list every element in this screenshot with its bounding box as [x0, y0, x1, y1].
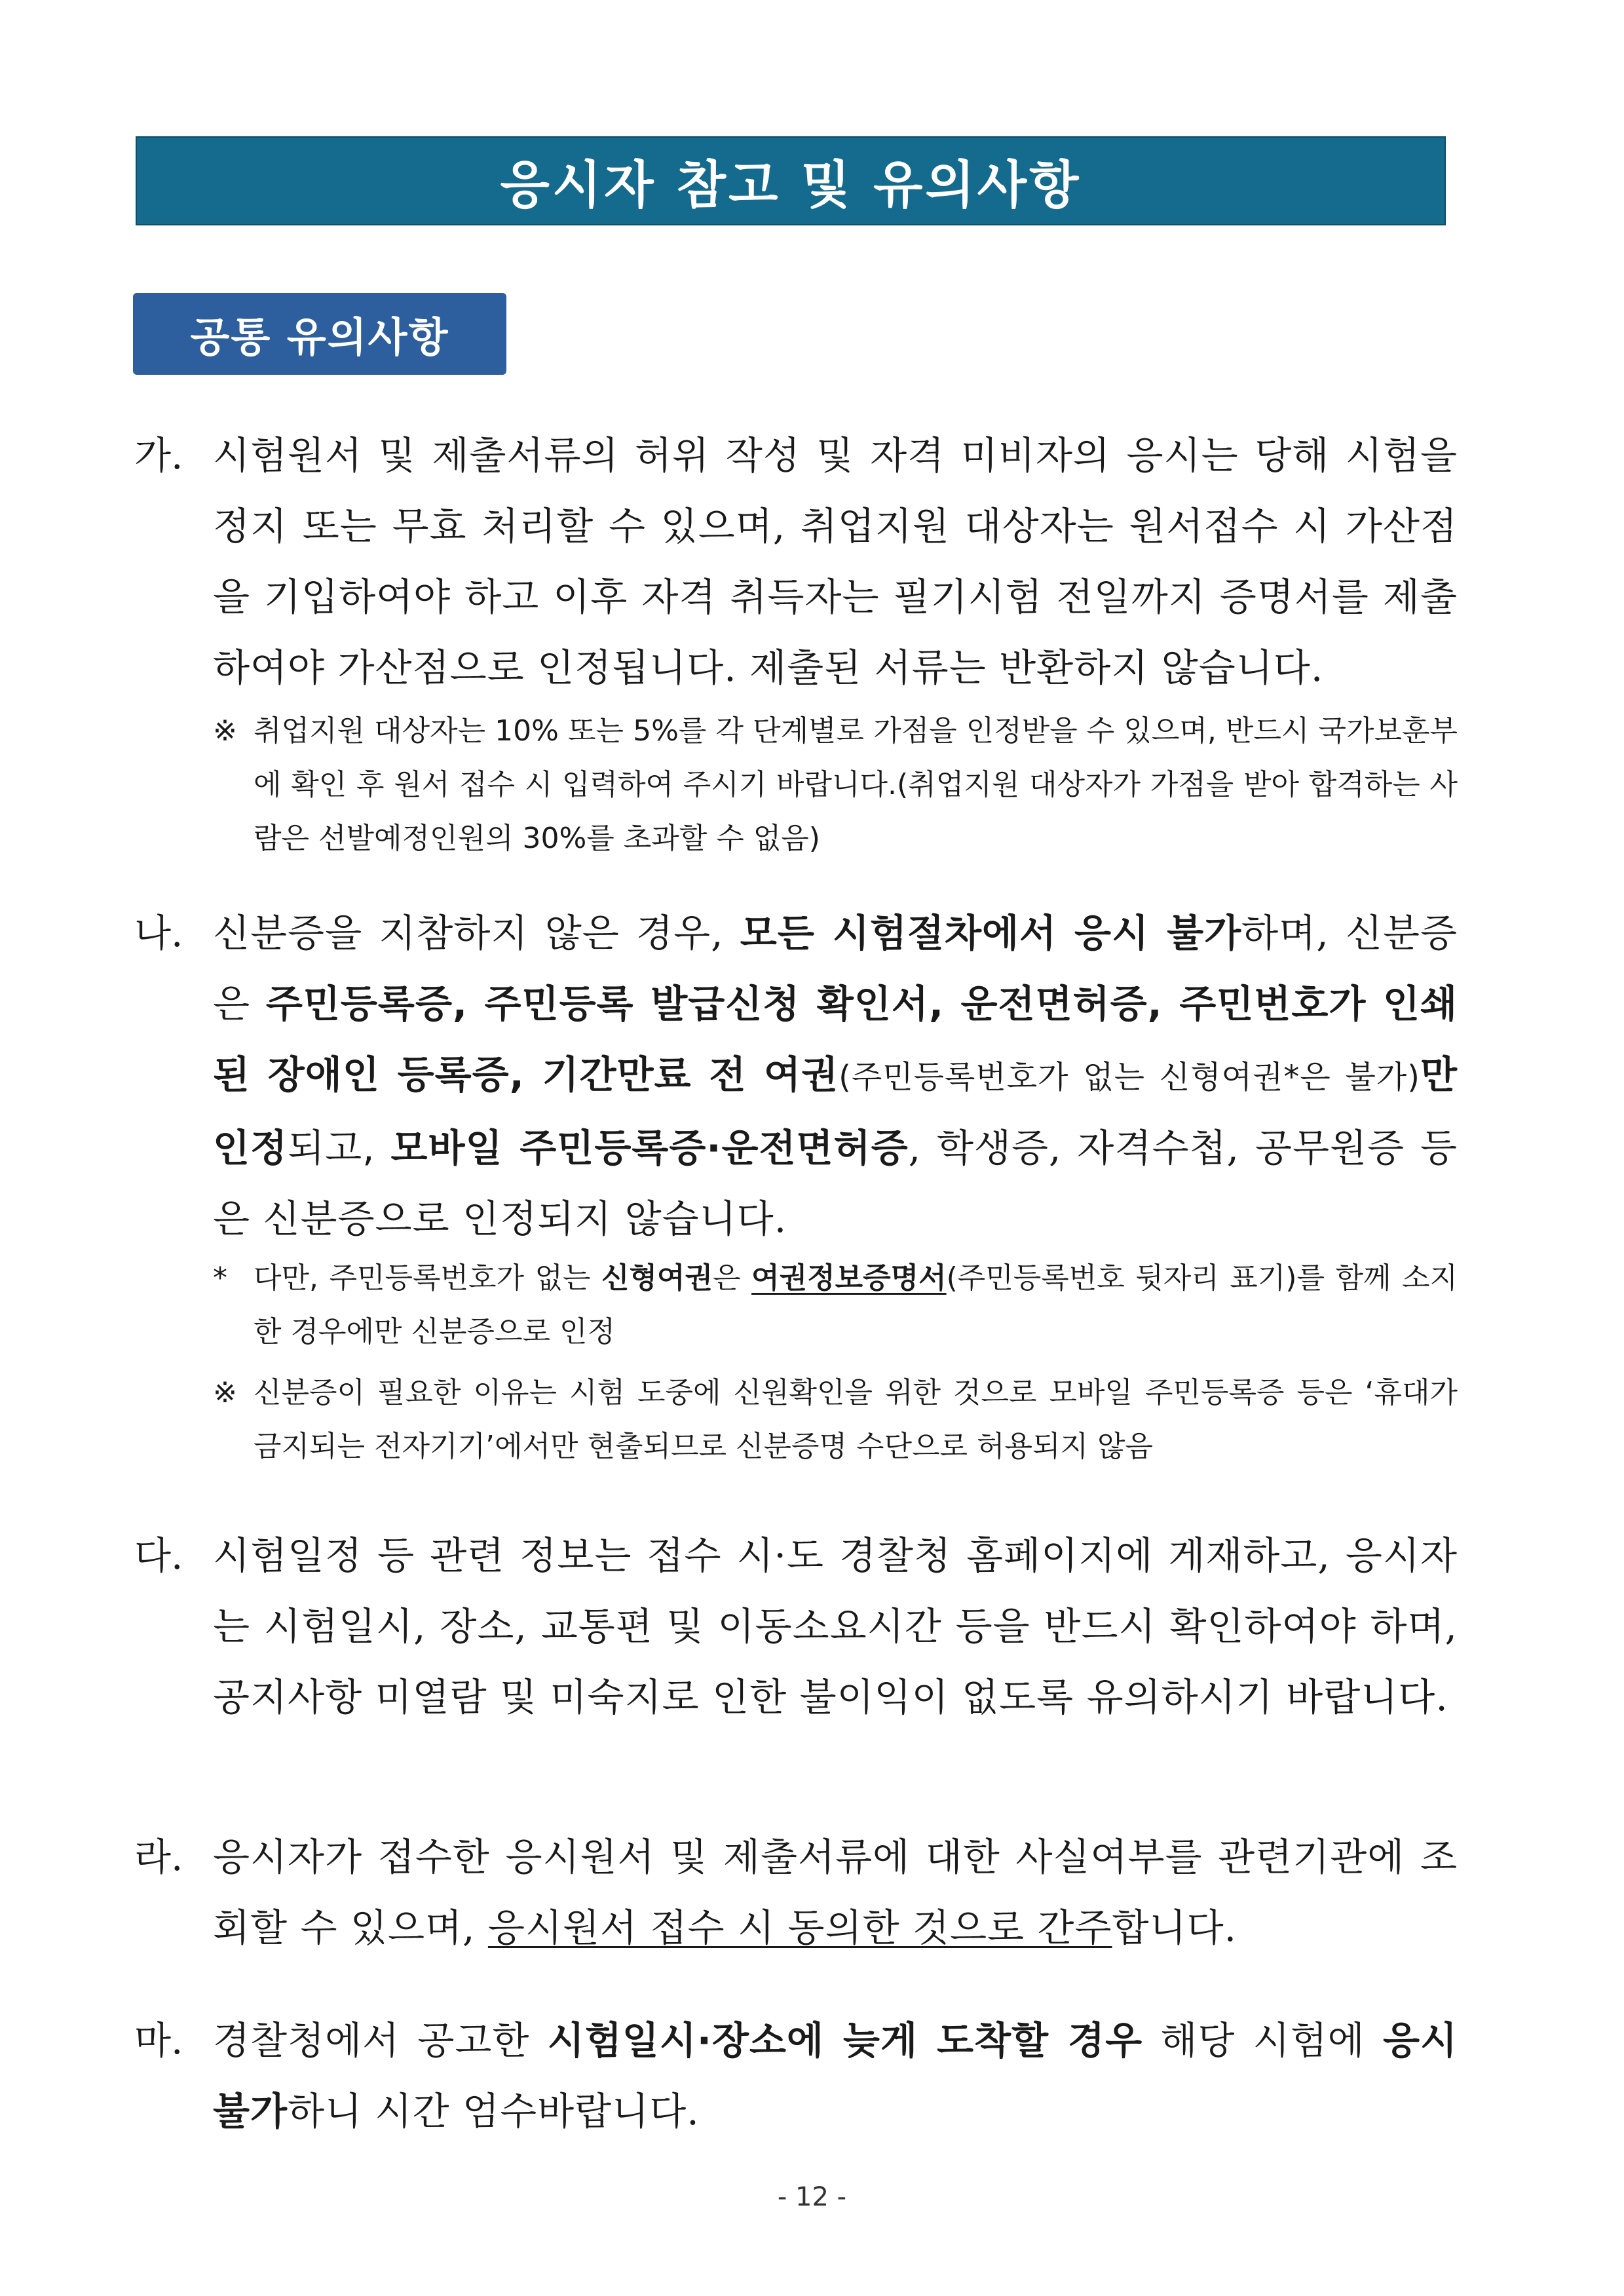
- notice-item-ga: [134, 420, 1458, 703]
- text-segment: 하니 시간 엄수바랍니다.: [288, 2089, 700, 2133]
- item-text: 시험원서 및 제출서류의 허위 작성 및 자격 미비자의 응시는 당해 시험을 정지 또는 무효 처리할 수 있으며, 취업지원 대상자는 원서접수 시 가산점을 기입하여야 하고 이후 자격 취득자는 필기시험 전일까지 증명서를 제출하여야 가산점으로 인정됩니다. 제출된 서류는 반환하지 않습니다.: [213, 433, 1458, 690]
- note-text: 취업지원 대상자는 10% 또는 5%를 각 단계별로 가점을 인정받을 수 있으며, 반드시 국가보훈부에 확인 후 원서 접수 시 입력하여 주시기 바랍니다.(취업지원 대상자가 가점을 받아 합격하는 사람은 선발예정인원의 30%를 초과할 수 없음): [254, 714, 1458, 855]
- item-marker: 라.: [134, 1835, 183, 1879]
- text-segment: 응시자가 접수한 응시원서 및 제출서류에 대한 사실여부를 관련기관에 조회할 수 있으며,: [213, 1835, 1458, 1950]
- item-marker: 나.: [134, 911, 183, 955]
- emphasis-segment: 만 인정: [213, 1052, 1458, 1170]
- note-marker: *: [213, 1261, 227, 1295]
- text-segment: (주민등록번호가 없는 신형여권*은 불가): [839, 1059, 1420, 1096]
- item-text: 시험일정 등 관련 정보는 접수 시·도 경찰청 홈페이지에 게재하고, 응시자는 시험일시, 장소, 교통편 및 이동소요시간 등을 반드시 확인하여야 하며, 공지사항 미열람 및 미숙지로 인한 불이익이 없도록 유의하시기 바랍니다.: [213, 1533, 1458, 1719]
- note-na-1: [213, 1252, 1458, 1359]
- note-na-2: [213, 1366, 1458, 1474]
- text-segment: , 학생증, 자격수첩, 공무원증 등은 신분증으로 인정되지 않습니다.: [213, 1126, 1458, 1241]
- emphasis-segment: 시험일시·장소에 늦게 도착할 경우: [547, 2018, 1143, 2063]
- note-ga: [213, 704, 1458, 866]
- text-segment: 경찰청에서 공고한: [213, 2018, 548, 2063]
- emphasis-segment: 응시 불가: [213, 2018, 1458, 2133]
- text-segment: 하며, 신분증은: [213, 911, 1458, 1026]
- section-label: 공통 유의사항: [190, 313, 449, 361]
- notice-item-da: [134, 1520, 1458, 1732]
- emphasis-segment: 주민등록증, 주민등록 발급신청 확인서, 운전면허증, 주민번호가 인쇄된 장애인 등록증, 기간만료 전 여권: [213, 982, 1458, 1097]
- item-marker: 마.: [134, 2018, 183, 2063]
- notice-item-na: [134, 898, 1458, 1254]
- note-marker: ※: [213, 1376, 237, 1409]
- text-segment: (주민등록번호 뒷자리 표기)를 함께 소지한 경우에만 신분증으로 인정: [254, 1261, 1458, 1349]
- text-segment: 합니다.: [1112, 1905, 1237, 1950]
- note-text: [254, 1252, 1458, 1359]
- page-number: - 12 -: [777, 2182, 847, 2212]
- text-segment: 해당 시험에: [1142, 2018, 1383, 2063]
- item-marker: 가.: [134, 433, 183, 478]
- item-text: [213, 1822, 1458, 1963]
- notice-item-ra: [134, 1822, 1458, 1963]
- note-text: 신분증이 필요한 이유는 시험 도중에 신원확인을 위한 것으로 모바일 주민등록증 등은 ‘휴대가 금지되는 전자기기’에서만 현출되므로 신분증명 수단으로 허용되지 않음: [254, 1376, 1458, 1463]
- underlined-emphasis: 여권정보증명서: [751, 1261, 947, 1295]
- item-marker: 다.: [134, 1533, 183, 1578]
- emphasis-segment: 모든 시험절차에서 응시 불가: [740, 911, 1242, 955]
- text-segment: 다만, 주민등록번호가 없는: [254, 1261, 602, 1295]
- underlined-segment: 응시원서 접수 시 동의한 것으로 간주: [487, 1905, 1112, 1950]
- page-title: 응시자 참고 및 유의사항: [500, 156, 1082, 215]
- item-text: [213, 2005, 1458, 2147]
- note-marker: ※: [213, 714, 237, 748]
- text-segment: 은: [713, 1261, 752, 1295]
- text-segment: 되고,: [288, 1126, 391, 1170]
- section-badge: [133, 293, 506, 375]
- emphasis-segment: 모바일 주민등록증·운전면허증: [390, 1126, 909, 1170]
- page-title-banner: [136, 136, 1446, 225]
- emphasis-segment: 신형여권: [601, 1261, 713, 1295]
- text-segment: 신분증을 지참하지 않은 경우,: [213, 911, 740, 955]
- notice-item-ma: [134, 2005, 1458, 2147]
- item-text: [213, 898, 1458, 1254]
